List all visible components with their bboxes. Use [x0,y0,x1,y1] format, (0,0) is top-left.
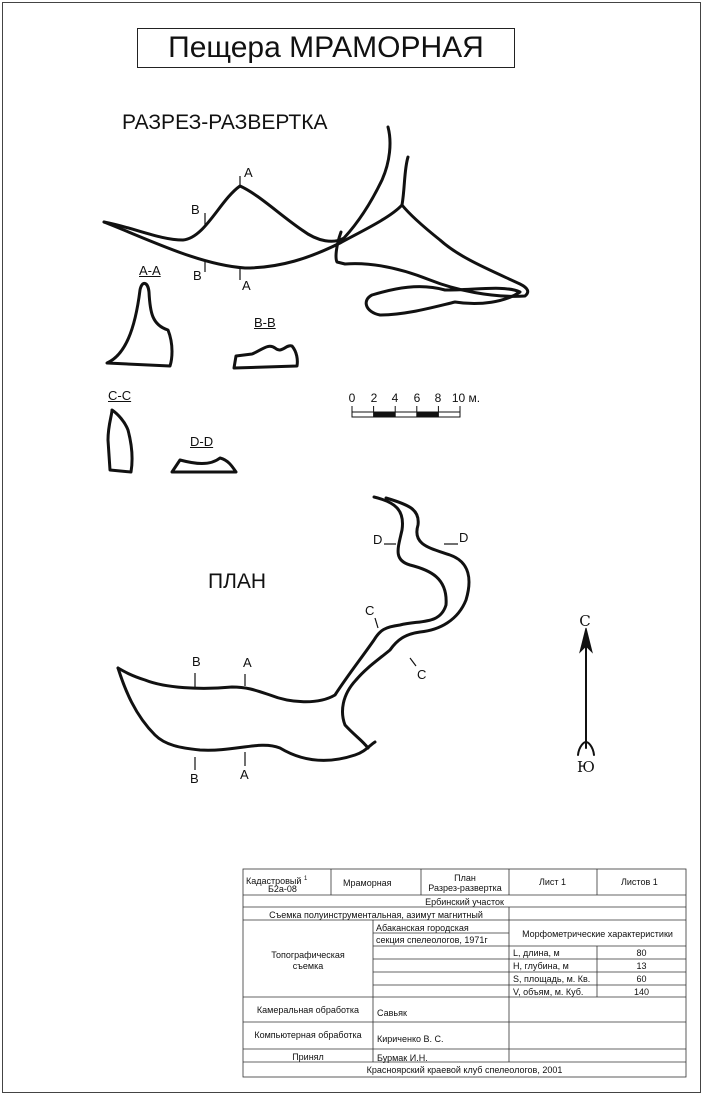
scale-tick-6: 6 [413,391,421,405]
section-heading: РАЗРЕЗ-РАЗВЕРТКА [122,111,328,134]
tb-sheets: Листов 1 [621,877,658,887]
tb-cameral-name: Савьяк [377,1008,407,1018]
scale-tick-10: 10 м. [451,391,481,405]
tb-sheet: Лист 1 [539,877,567,887]
tb-morph-volume-value: 140 [633,987,650,997]
tb-drawing-type-1: План [454,873,476,883]
cross-section-c-c [108,410,132,472]
cross-section-label-d-d: D-D [190,434,214,449]
plan-heading: ПЛАН [208,570,267,593]
scale-tick-8: 8 [434,391,442,405]
scale-bar [352,406,460,417]
plan-mark-b-top: B [192,654,201,669]
plan-mark-c-bottom: C [417,667,427,682]
tb-morph-length-value: 80 [636,948,647,958]
tb-area: Ербинский участок [425,897,504,907]
tb-cameral-label: Камеральная обработка [256,1005,360,1015]
compass-north-label: С [579,612,591,630]
scale-tick-4: 4 [391,391,399,405]
plan-mark-d-right: D [459,530,469,545]
tb-morph-area-value: 60 [636,974,647,984]
cross-section-label-b-b: B-B [254,315,276,330]
plan-outline-lower [118,668,375,760]
tb-cadastral-code: Б2а-08 [268,884,297,894]
tb-morph-depth-label: H, глубина, м [513,961,569,971]
cross-section-label-c-c: C-C [108,388,132,403]
tb-footer: Красноярский краевой клуб спелеологов, 2001 [366,1065,563,1075]
scale-tick-2: 2 [370,391,378,405]
tb-morph-volume-label: V, объям, м. Куб. [513,987,584,997]
tb-morph-area-label: S, площадь, м. Кв. [513,974,591,984]
compass-south-label: Ю [577,758,595,776]
tb-accepted-label: Принял [292,1052,324,1062]
tb-morph-depth-value: 13 [636,961,647,971]
scale-tick-0: 0 [348,391,356,405]
tb-cave-name: Мраморная [343,878,392,888]
cross-section-b-b [234,346,297,368]
cross-section-d-d [172,458,236,472]
section-mark-b-top: B [191,202,200,217]
tb-topo-label-2: съемка [292,961,324,971]
tb-accepted-name: Бурмак И.Н. [377,1053,428,1063]
section-mark-b-bottom: B [193,268,202,283]
tb-morph-header: Морфометрические характеристики [522,929,673,939]
tb-topo-org-2: секция спелеологов, 1971г [376,935,488,945]
page-title: Пещера МРАМОРНАЯ [137,28,515,68]
section-lower-passage [336,205,528,296]
tb-morph-length-label: L, длина, м [513,948,560,958]
plan-mark-d-left: D [373,532,383,547]
tb-topo-org-1: Абаканская городская [376,923,469,933]
tb-computer-name: Кириченко В. С. [377,1034,444,1044]
plan-mark-a-top: A [243,655,252,670]
cross-section-a-a [107,283,172,366]
section-mark-a-top: A [244,165,253,180]
plan-mark-b-bottom: B [190,771,199,786]
tb-cadastral-label: Кадастровый $^1$ [246,876,308,886]
tb-computer-label: Компьютерная обработка [254,1030,362,1040]
section-profile [104,127,390,241]
tb-topo-label-1: Топографическая [271,950,345,960]
plan-outline-upper [118,497,446,702]
tb-drawing-type-2: Разрез-развертка [428,883,502,893]
cross-section-label-a-a: A-A [139,263,161,278]
section-mark-a-bottom: A [242,278,251,293]
tb-survey-method: Съемка полуинструментальная, азимут магнитный [269,910,483,920]
section-lower-loop [366,287,520,315]
plan-mark-a-bottom: A [240,767,249,782]
plan-mark-c-top: C [365,603,375,618]
